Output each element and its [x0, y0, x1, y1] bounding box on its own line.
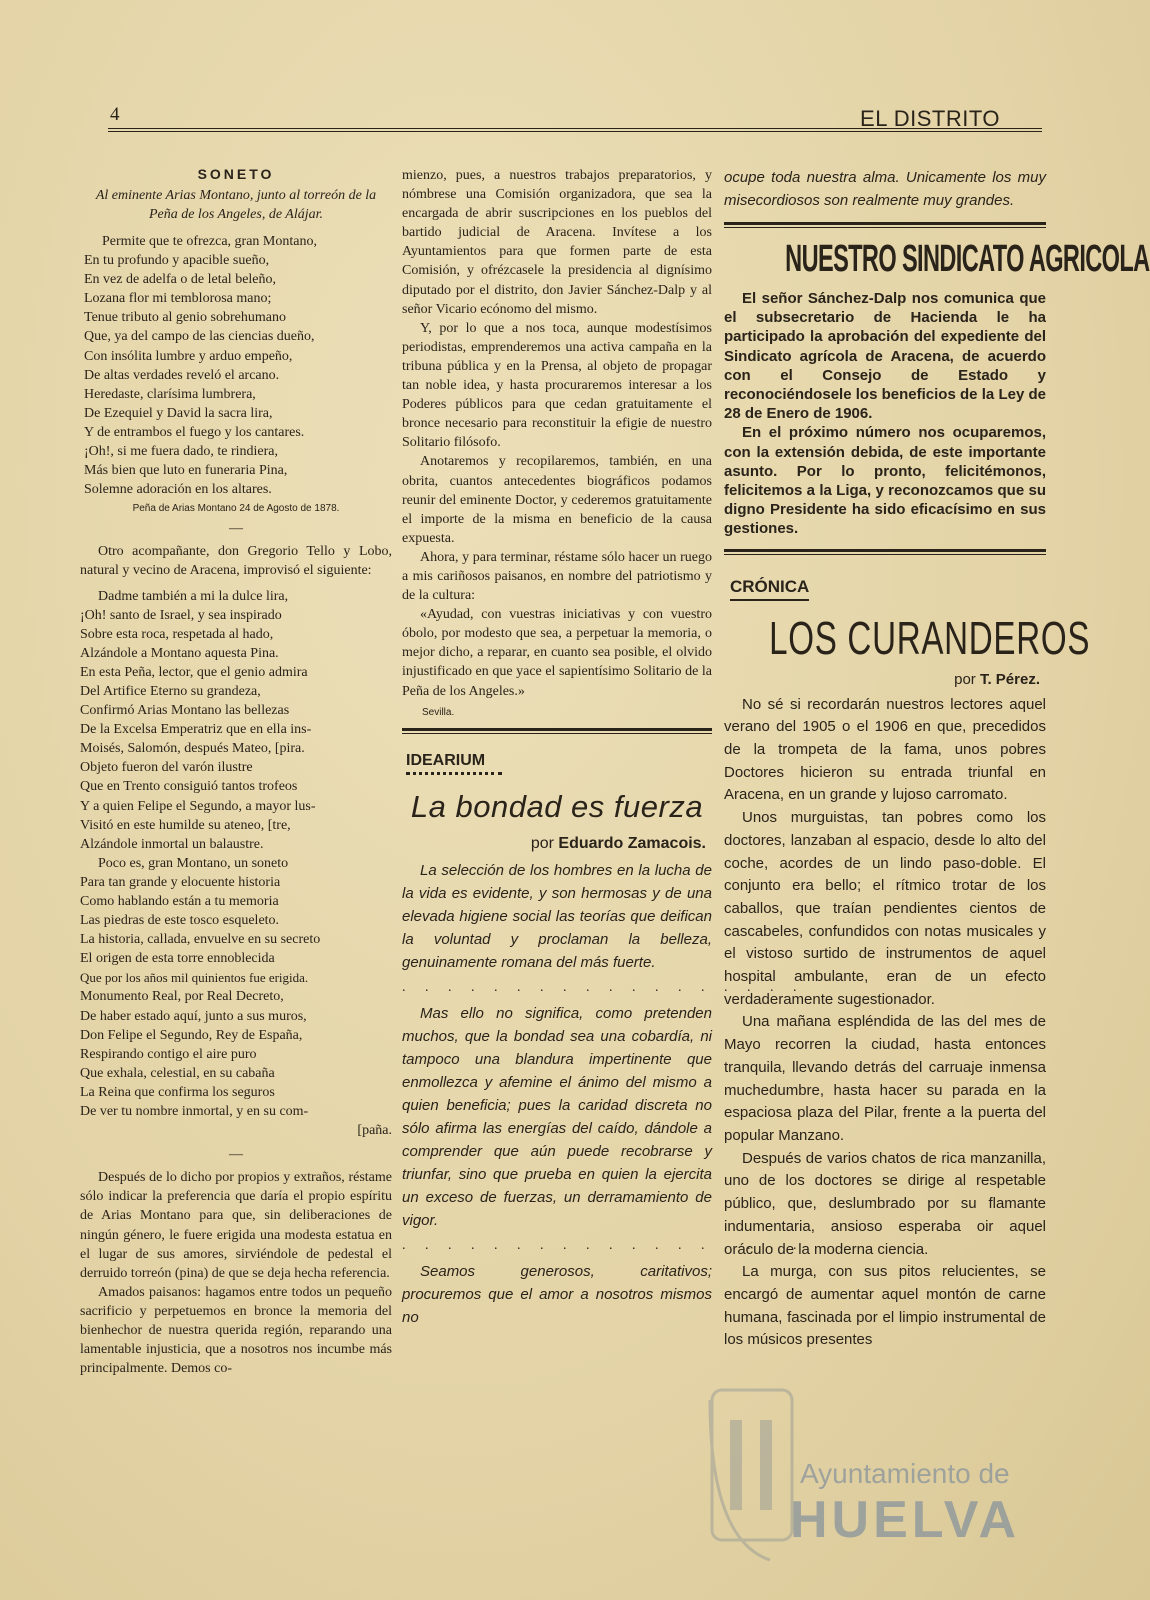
paragraph: Mas ello no significa, como pretenden muchos, que la bondad sea una cobardía, ni tampoco una blandura impertinente que enmollezca y afemine el ánimo del mismo a quien beneficia; pues la caridad discreta no sólo afirma las energías del caído, dándole a comprender que aún puede recobrarse y triunfar, sino que prueba en quien la ejercita un exceso de fuerzas, un derramamiento de vigor.: [402, 1004, 712, 1229]
column-1: [80, 166, 392, 1378]
dot-separator: . . . . . . . . . . . . . . . . . .: [402, 979, 805, 995]
paragraph: Después de varios chatos de rica manzanilla, uno de los doctores se dirige al respetable público, que, deslumbrado por su flamante indumentaria, ansioso esperaba oir aquel oráculo de la moderna ciencia.: [724, 1149, 1046, 1258]
verse: Como hablando están a tu memoria: [80, 894, 279, 909]
headline-curanderos: LOS CURANDEROS: [769, 611, 1091, 664]
verse: Lozana flor mi temblorosa mano;: [84, 291, 272, 307]
verse: ¡Oh!, si me fuera dado, te rindiera,: [84, 444, 278, 460]
paragraph: mienzo, pues, a nuestros trabajos preparatorios, y nómbrese una Comisión organizadora, que sea la encargada de abrir suscripciones en los pueblos del bartido judicial de Aracena. Invítese a los Ayuntamientos para que formen parte de esta Comisión, y ofrézcasele la presidencia al dignísimo diputado por el distrito, don Javier Sánchez-Dalp y al señor Vicario ecónomo del mismo.: [402, 168, 712, 317]
sonnet-title: SONETO: [197, 166, 275, 182]
cronica-author: por T. Pérez.: [954, 670, 1040, 688]
header-rule-secondary: [108, 131, 1042, 132]
paragraph: Seamos generosos, caritativos; procuremos que el amor a nosotros mismos no: [402, 1262, 712, 1326]
verse: Más bien que luto en funeraria Pina,: [84, 463, 288, 479]
headline-sindicato: NUESTRO SINDICATO AGRICOLA: [785, 238, 1150, 280]
verse: Del Artifice Eterno su grandeza,: [80, 683, 261, 699]
verse: Las piedras de este tosco esqueleto.: [80, 913, 280, 929]
verse: Y a quien Felipe el Segundo, a mayor lus-: [80, 798, 316, 814]
verse: En vez de adelfa o de letal beleño,: [84, 272, 277, 288]
watermark-text: Ayuntamiento de: [800, 1458, 1010, 1489]
section-label: IDEARIUM: [406, 751, 486, 769]
verse: La historia, callada, envuelve en su secreto: [80, 932, 321, 948]
section-dotted-rule: [406, 772, 502, 775]
verse: Don Felipe el Segundo, Rey de España,: [80, 1027, 303, 1043]
verse: [paña.: [357, 1123, 392, 1139]
paragraph: El señor Sánchez-Dalp nos comunica que el subsecretario de Hacienda le ha participado la aprobación del expediente del Sindicato agrícola de Aracena, de acuerdo con el Consejo de Estado y reconociéndosele los beneficios de la Ley de 28 de Enero de 1906.: [724, 290, 1046, 423]
verse: El origen de esta torre ennoblecida: [80, 951, 275, 967]
verse: Visitó en este humilde su ateneo, [tre,: [80, 817, 291, 833]
verse: Poco es, gran Montano, un soneto: [98, 855, 289, 871]
paragraph: ocupe toda nuestra alma. Unicamente los muy misecordiosos son realmente muy grandes.: [724, 169, 1046, 209]
essay-author: por Eduardo Zamacois.: [530, 834, 706, 852]
verse: Que en Trento consiguió tantos trofeos: [80, 779, 298, 795]
paragraph: «Ayudad, con vuestras iniciativas y con vuestro óbolo, por modesto que sea, a perpetuar la memoria, o mejor dicho, a reparar, en cuanto sea posible, el olvido injustificado en que yace el sapientísimo Solitario de la Peña de los Angeles.»: [402, 607, 712, 699]
paragraph: Y, por lo que a nos toca, aunque modestísimos periodistas, emprenderemos una activa campaña en la tribuna pública y en la Prensa, al objeto de propagar tan noble idea, y hasta procuraremos interesar a los Poderes públicos para que cedan gratuitamente el bronce necesario para reconstituir la efigie de nuestro Solitario filósofo.: [402, 320, 712, 451]
paragraph: Una mañana espléndida de las del mes de Mayo recorren la ciudad, hasta entonces tranquila, llevando detrás del carruaje inmensa muchedumbre, hasta hacer su parada en la espaciosa plaza del Pilar, frente a la puerta del popular Manzano.: [724, 1013, 1046, 1144]
paragraph: Anotaremos y recopilaremos, también, en una obrita, cuantos antecedentes biográficos podamos reunir del eminente Doctor, y cederemos gratuitamente el importe de la misma en beneficio de la causa expuesta.: [402, 454, 712, 546]
verse: Alzándole inmortal un balaustre.: [80, 836, 264, 852]
section-label-cronica: CRÓNICA: [730, 577, 809, 601]
verse: Objeto fueron del varón ilustre: [80, 760, 253, 776]
verse: En esta Peña, lector, que el genio admira: [80, 664, 308, 680]
sonnet-dedication: Al eminente Arias Montano, junto al torreón de la Peña de los Angeles, de Alájar.: [95, 188, 377, 222]
paragraph: No sé si recordarán nuestros lectores aquel verano del 1905 o el 1906 en que, precedidos de la trompeta de la fama, unos pobres Doctores hicieron su entrada triunfal en Aracena, en un grande y lujoso carromato.: [724, 695, 1046, 804]
verse: ¡Oh! santo de Israel, y sea inspirado: [80, 607, 282, 623]
verse: Respirando contigo el aire puro: [80, 1046, 257, 1062]
dot-separator: . . . . . . . . . . . . . . . . . .: [402, 1237, 805, 1253]
verse: De la Excelsa Emperatriz que en ella ins-: [80, 722, 312, 738]
verse: Moisés, Salomón, después Mateo, [pira.: [80, 741, 305, 757]
verse: Alzándole a Montano aquesta Pina.: [80, 645, 279, 661]
verse: Que exhala, celestial, en su cabaña: [80, 1065, 275, 1081]
verse: En tu profundo y apacible sueño,: [84, 253, 270, 269]
verse: Que, ya del campo de las ciencias dueño,: [84, 329, 315, 345]
paragraph: Unos murguistas, tan pobres como los doctores, lanzaban al espacio, desde lo alto del coche, acordes de un lindo paso-doble. El conjunto era bello; el rítmico trotar de los caballos, que traían pendientes cientos de cascabeles, confundidos con notas musicales y el vistoso surtido de instrumentos de aquel hospital ambulante, eran de un efecto verdaderamente sugestionador.: [724, 809, 1046, 1008]
column-3: [724, 166, 1150, 1352]
header-rule: [108, 128, 1042, 129]
verse: Confirmó Arias Montano las bellezas: [80, 703, 290, 719]
section-rule: [724, 549, 1046, 555]
verse: Heredaste, clarísima lumbrera,: [84, 386, 256, 402]
essay-title: La bondad es fuerza: [410, 788, 704, 824]
verse: Permite que te ofrezca, gran Montano,: [102, 234, 317, 249]
verse: Para tan grande y elocuente historia: [80, 874, 281, 890]
sonnet-verses: [80, 232, 392, 499]
verse: De altas verdades reveló el arcano.: [84, 367, 280, 383]
verse: Tenue tributo al genio sobrehumano: [84, 310, 286, 326]
newspaper-name: EL DISTRITO: [860, 106, 1000, 131]
sonnet-signature: Peña de Arias Montano 24 de Agosto de 1878.: [132, 503, 340, 515]
paragraph: Después de lo dicho por propios y extraños, réstame sólo indicar la preferencia que daría el propio espíritu de Arias Montano para que, sin deliberaciones de ningún género, le fuere erigida una modesta estatua en el lugar de sus amores, sirviéndole de pedestal el derruido torreón (pina) de que se deja hecha referencia.: [80, 1170, 392, 1281]
verse: Y de entrambos el fuego y los cantares.: [84, 424, 305, 440]
verse: Sobre esta roca, respetada al hado,: [80, 626, 274, 642]
verse: De ver tu nombre inmortal, y en su com-: [80, 1104, 309, 1120]
paragraph: En el próximo número nos ocuparemos, con la extensión debida, de este importante asunto. Por lo pronto, felicitémonos, felicitemos a la Liga, y reconozcamos que su digno Presidente ha sido eficacísimo en sus gestiones.: [724, 424, 1046, 538]
paragraph: Otro acompañante, don Gregorio Tello y Lobo, natural y vecino de Aracena, improvisó el siguiente:: [80, 544, 392, 579]
paragraph: Ahora, y para terminar, réstame sólo hacer un ruego a mis cariñosos paisanos, en nombre del patriotismo y de la cultura:: [402, 549, 712, 604]
verse: De haber estado aquí, junto a sus muros,: [80, 1008, 307, 1024]
article-signature: Sevilla.: [422, 706, 455, 718]
page-number: 4: [110, 104, 120, 125]
verse: Solemne adoración en los altares.: [84, 482, 272, 498]
separator: —: [229, 1147, 243, 1163]
section-rule: [402, 728, 712, 734]
paragraph: La selección de los hombres en la lucha de la vida es evidente, y son hermosas y de una elevada higiene social las teorías que deifican la voluntad y proclaman la belleza, genuinamente romana del más fuerte.: [402, 861, 712, 971]
watermark-text: HUELVA: [790, 1491, 1021, 1549]
separator: —: [229, 521, 243, 537]
verse: Que por los años mil quinientos fue erigida.: [80, 970, 309, 986]
verse: Dadme también a mi la dulce lira,: [98, 588, 289, 604]
section-rule: [724, 222, 1046, 228]
verse: De Ezequiel y David la sacra lira,: [84, 405, 273, 421]
verse: Monumento Real, por Real Decreto,: [80, 989, 284, 1005]
paragraph: Amados paisanos: hagamos entre todos un pequeño sacrificio y perpetuemos en bronce la memoria del bienhechor de nuestra querida región, reparando una lamentable injusticia, que a nosotros nos incumbe más principalmente. Demos co-: [80, 1284, 392, 1377]
verse: Con insólita lumbre y arduo empeño,: [84, 348, 293, 364]
poem-verses: [80, 587, 392, 1141]
verse: La Reina que confirma los seguros: [80, 1084, 275, 1100]
paragraph: La murga, con sus pitos relucientes, se encargó de aumentar aquel montón de carne humana, fascinada por el limpio instrumental de los músicos presentes: [724, 1263, 1046, 1349]
